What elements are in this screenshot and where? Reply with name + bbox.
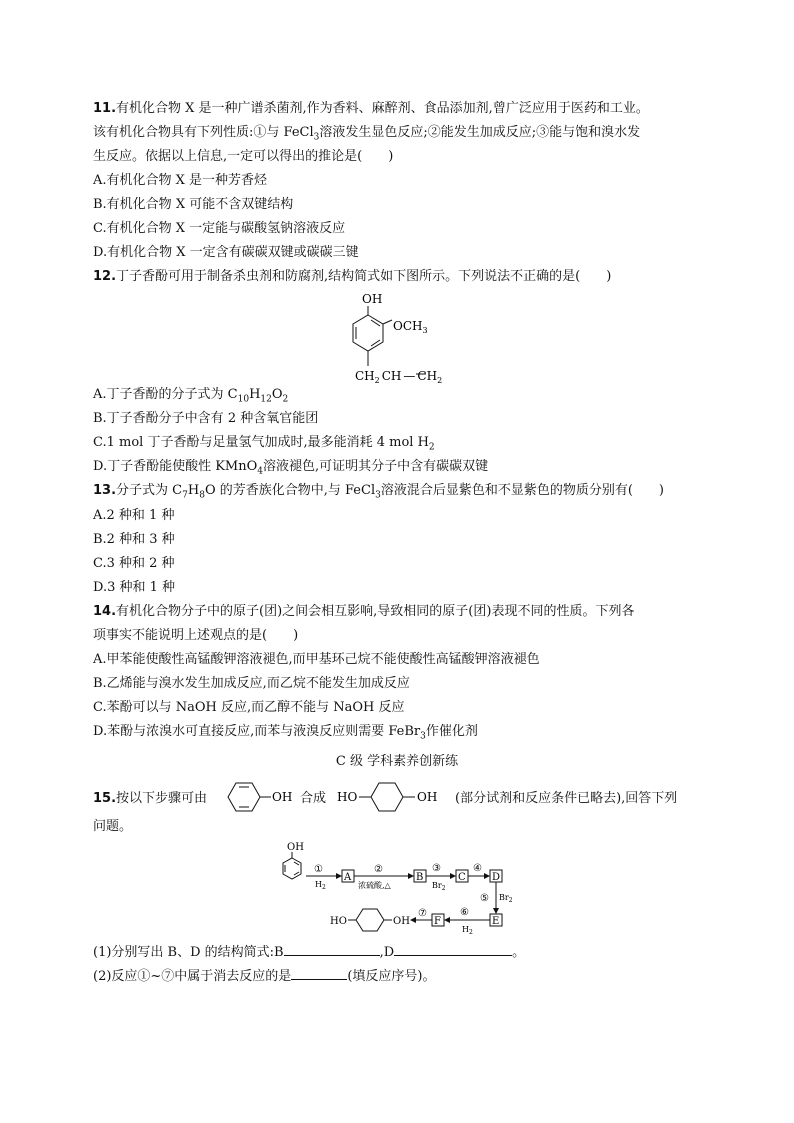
q15-sub1-text: (1)分别写出 B、D 的结构简式:B <box>93 945 284 960</box>
q11-stem-line1 <box>93 100 649 118</box>
reaction-scheme <box>270 838 530 938</box>
q12-opt-c-text: C.1 mol 丁子香酚与足量氢气加成时,最多能消耗 4 mol H <box>93 435 429 450</box>
q11-option-c: C.有机化合物 X 一定能与碳酸氢钠溶液反应 <box>93 221 346 236</box>
eugenol-structure <box>320 288 480 388</box>
q12-opt-a-mid: H <box>249 387 261 402</box>
q12-opt-a-sub2: 12 <box>260 394 272 405</box>
q14-stem-line1 <box>93 603 634 621</box>
q15-stem-c: (部分试剂和反应条件已略去),回答下列 <box>455 791 678 806</box>
q14-number: 14. <box>93 604 117 619</box>
eugenol-och3-label: $OCH_3$ <box>393 319 428 335</box>
diol-ho-label: HO <box>337 790 358 804</box>
box-c: C <box>458 872 466 883</box>
q13-stem-line <box>93 482 664 505</box>
section-title: C 级 学科素养创新练 <box>335 754 459 769</box>
scheme-phenol-oh: OH <box>287 842 304 853</box>
q13-option-c: C.3 种和 2 种 <box>93 556 175 571</box>
q12-option-d <box>93 458 488 481</box>
q15-stem-b: 合成 <box>300 791 327 806</box>
q12-opt-a-sub3: 2 <box>282 394 289 405</box>
q11-option-b: B.有机化合物 X 可能不含双键结构 <box>93 197 294 212</box>
step-5-reagent: $Br_2$ <box>499 893 513 904</box>
answer-blank-elimination[interactable] <box>291 966 347 980</box>
q11-option-d: D.有机化合物 X 一定含有碳碳双键或碳碳三键 <box>93 245 359 260</box>
q15-sub1 <box>93 942 525 962</box>
q13-option-d: D.3 种和 1 种 <box>93 580 176 595</box>
step-3-reagent: $Br_2$ <box>432 881 446 892</box>
q15-sub1-end: 。 <box>512 945 526 960</box>
q11-stem1: 有机化合物 X 是一种广谱杀菌剂,作为香料、麻醉剂、食品添加剂,曾广泛应用于医药和工业。 <box>116 101 649 116</box>
step-2-reagent: 浓硫酸,△ <box>358 881 391 890</box>
eugenol-oh-label: OH <box>362 292 383 306</box>
q15-stem-line1 <box>93 790 207 808</box>
step-6: ⑥ <box>460 907 469 918</box>
step-1: ① <box>314 864 323 875</box>
q12-opt-c-sub: 2 <box>428 442 435 453</box>
q13-sub3: 3 <box>375 490 381 501</box>
q12-opt-a-sub1: 10 <box>237 394 250 405</box>
eugenol-chain-label: $CH_2$ CH — $CH_2$ <box>355 369 443 385</box>
q15-number: 15. <box>93 791 117 806</box>
box-b: B <box>416 872 424 883</box>
q13-mid: H <box>187 483 200 498</box>
q11-stem2-rest: 溶液发生显色反应;②能发生加成反应;③能与饱和溴水发 <box>319 125 641 140</box>
answer-blank-b[interactable] <box>284 942 380 956</box>
q14-opt-d-text: D.苯酚与浓溴水可直接反应,而苯与液溴反应则需要 FeBr <box>93 724 421 739</box>
q11-stem3: 生反应。依据以上信息,一定可以得出的推论是( ) <box>93 149 394 164</box>
q11-stem-line2 <box>93 124 640 147</box>
q11-option-a: A.有机化合物 X 是一种芳香烃 <box>93 173 268 188</box>
box-d: D <box>492 872 501 883</box>
step-1-reagent: $H_2$ <box>315 880 326 891</box>
q12-option-a <box>93 386 288 409</box>
cyclohexanediol-structure <box>335 778 450 818</box>
q12-opt-a-mid2: O <box>271 387 283 402</box>
q12-stem: 丁子香酚可用于制备杀虫剂和防腐剂,结构简式如下图所示。下列说法不正确的是( ) <box>116 269 612 284</box>
q14-option-d <box>93 723 478 746</box>
q13-option-a: A.2 种和 1 种 <box>93 508 175 523</box>
q13-sub1: 7 <box>182 490 188 501</box>
q12-stem-line <box>93 268 611 286</box>
q12-opt-a-text: A.丁子香酚的分子式为 C <box>93 387 238 402</box>
q14-stem2: 项事实不能说明上述观点的是( ) <box>93 628 299 643</box>
q11-stem2-sub: 3 <box>313 132 320 143</box>
q11-number: 11. <box>93 101 117 116</box>
q14-option-a: A.甲苯能使酸性高锰酸钾溶液褪色,而甲基环己烷不能使酸性高锰酸钾溶液褪色 <box>93 652 540 667</box>
q13-sub2: 8 <box>199 490 205 501</box>
q15-sub1-mid: ,D <box>379 945 395 960</box>
q14-stem1: 有机化合物分子中的原子(团)之间会相互影响,导致相同的原子(团)表现不同的性质。下列各 <box>116 604 635 619</box>
phenol-structure <box>216 778 296 818</box>
q15-stem-a: 按以下步骤可由 <box>116 791 208 806</box>
step-6-reagent: $H_2$ <box>462 925 473 936</box>
step-2: ② <box>374 864 383 875</box>
q11-stem2: 该有机化合物具有下列性质:①与 FeCl <box>93 125 314 140</box>
step-3: ③ <box>432 863 441 874</box>
q12-option-c <box>93 434 435 457</box>
phenol-oh-label: OH <box>272 790 293 804</box>
box-f: F <box>434 916 441 927</box>
q15-stem2: 问题。 <box>93 819 133 834</box>
scheme-diol-oh: OH <box>393 916 410 927</box>
q15-sub2-text: (2)反应①~⑦中属于消去反应的是 <box>93 969 292 984</box>
q13-stem-pre: 分子式为 C <box>116 483 183 498</box>
q12-opt-d-rest: 溶液褪色,可证明其分子中含有碳碳双键 <box>263 459 489 474</box>
q13-option-b: B.2 种和 3 种 <box>93 532 175 547</box>
box-a: A <box>344 872 352 883</box>
q12-opt-d-text: D.丁子香酚能使酸性 KMnO <box>93 459 258 474</box>
q15-sub2-end: (填反应序号)。 <box>347 969 436 984</box>
answer-blank-d[interactable] <box>394 942 512 956</box>
q14-option-b: B.乙烯能与溴水发生加成反应,而乙烷不能发生加成反应 <box>93 676 410 691</box>
q14-opt-d-rest: 作催化剂 <box>425 724 478 739</box>
q12-option-b: B.丁子香酚分子中含有 2 种含氧官能团 <box>93 411 319 426</box>
q12-opt-d-sub: 4 <box>257 466 264 477</box>
q13-stem-rest: 溶液混合后显紫色和不显紫色的物质分别有( ) <box>380 483 664 498</box>
q12-number: 12. <box>93 269 117 284</box>
box-e: E <box>492 916 500 927</box>
step-5: ⑤ <box>480 893 489 904</box>
scheme-diol-ho: HO <box>330 916 347 927</box>
q14-opt-d-sub: 3 <box>420 731 426 742</box>
diol-oh-label: OH <box>417 790 438 804</box>
step-7: ⑦ <box>418 908 427 919</box>
q13-stem-mid: O 的芳香族化合物中,与 FeCl <box>204 483 376 498</box>
step-4: ④ <box>473 863 482 874</box>
q15-sub2 <box>93 966 435 986</box>
q13-number: 13. <box>93 483 117 498</box>
q14-option-c: C.苯酚可以与 NaOH 反应,而乙醇不能与 NaOH 反应 <box>93 700 405 715</box>
